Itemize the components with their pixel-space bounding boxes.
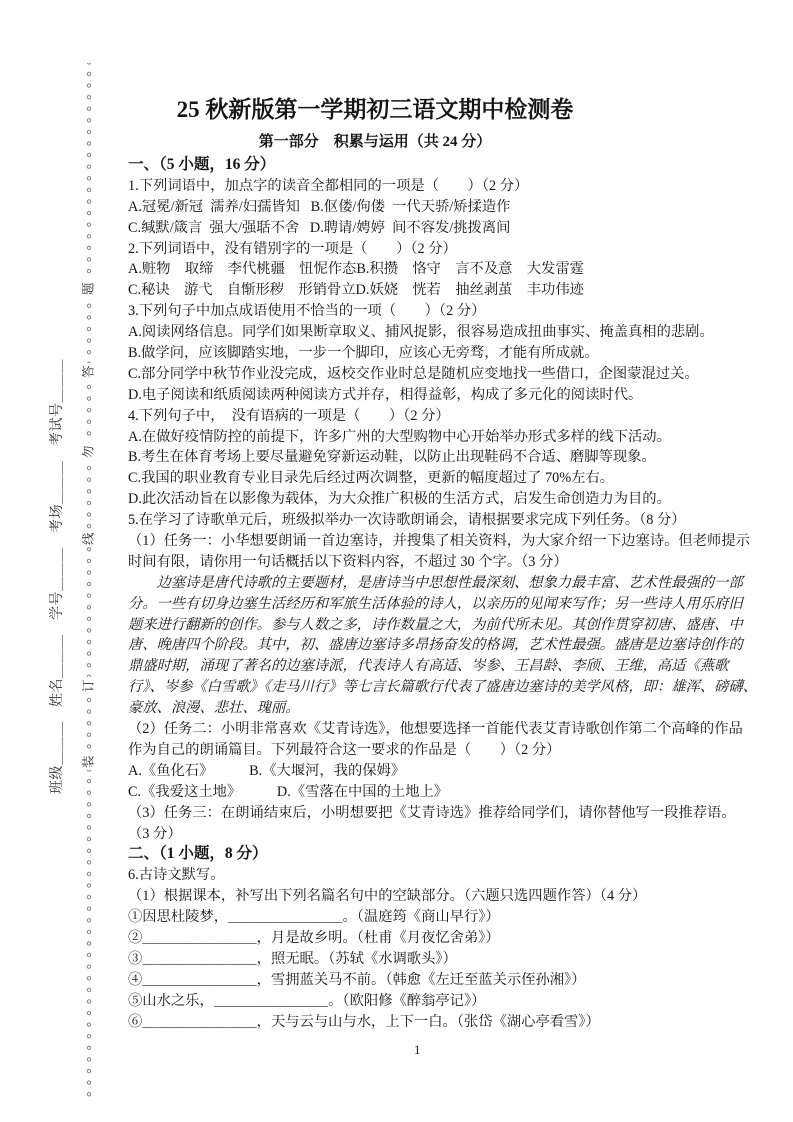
part-one-heading: 第一部分 积累与运用（共 24 分） xyxy=(258,134,492,150)
exam-text-line: C.《我爱这土地》 D.《雪落在中国的土地上》 xyxy=(128,783,449,800)
exam-text-line: 行》、岑参《白雪歌》《走马川行》等七言长篇歌行代表了盛唐边塞诗的美学风格，即：雄浑、磅礴、 xyxy=(128,679,758,696)
exam-text-line: B.做学问，应该脚踏实地，一步一个脚印，应该心无旁骛，才能有所成就。 xyxy=(128,345,599,362)
exam-text-line: ①因思杜陵梦，＿＿＿＿＿＿＿＿。（温庭筠《商山早行》） xyxy=(128,909,500,926)
exam-text-line: ③＿＿＿＿＿＿＿＿，照无眠。（苏轼《水调歌头》） xyxy=(128,950,457,967)
binding-char: 装 xyxy=(81,755,96,768)
exam-text-line: A.冠冕/新冠 濡养/妇孺皆知 B.伛偻/佝偻 一代天骄/矫揉造作 xyxy=(128,198,511,215)
exam-text-line: 1.下列词语中，加点字的读音全都相同的一项是（ ）（2 分） xyxy=(128,177,529,194)
exam-text-line: A.《鱼化石》 B.《大堰河，我的保姆》 xyxy=(128,762,406,779)
exam-text-line: A.赃物 取缔 李代桃疆 忸怩作态B.积攒 恪守 言不及意 大发雷霆 xyxy=(128,261,584,278)
exam-text-line: （2）任务二：小明非常喜欢《艾青诗选》，他想要选择一首能代表艾青诗歌创作第二个高峰的作品 xyxy=(128,721,743,738)
binding-dotted-line xyxy=(81,63,97,1100)
exam-body-lines xyxy=(128,155,768,1032)
exam-text-line: C.缄默/箴言 强大/强聒不舍 D.聘请/娉婷 间不容发/挑拨离间 xyxy=(128,219,511,236)
binding-char: 勿 xyxy=(81,445,96,458)
exam-text-line: D.电子阅读和纸质阅读两种阅读方式并存，相得益彰，构成了多元化的阅读时代。 xyxy=(128,386,643,403)
exam-text-line: ②＿＿＿＿＿＿＿＿，月是故乡明。（杜甫《月夜忆舍弟》） xyxy=(128,929,500,946)
binding-char: 题 xyxy=(81,282,96,295)
exam-text-line: C.我国的职业教育专业目录先后经过两次调整，更新的幅度超过了 70%左右。 xyxy=(128,470,615,487)
exam-text-line: 作为自己的朗诵篇目。下列最符合这一要求的作品是（ ）（2 分） xyxy=(128,741,561,758)
exam-content xyxy=(128,90,768,1032)
student-info-fields: 班级＿＿＿ 姓名＿＿＿ 学号＿＿＿ 考场＿＿＿ 考试号＿＿＿ xyxy=(50,359,65,794)
exam-text-line: 3.下列句子中加点成语使用不恰当的一项（ ）（2 分） xyxy=(128,303,486,320)
exam-text-line: ④＿＿＿＿＿＿＿＿，雪拥蓝关马不前。（韩愈《左迁至蓝关示侄孙湘》） xyxy=(128,971,586,988)
exam-text-line: （1）任务一：小华想要朗诵一首边塞诗，并搜集了相关资料，为大家介绍一下边塞诗。但老师提示 xyxy=(128,533,750,550)
exam-title: 25 秋新版第一学期初三语文期中检测卷 xyxy=(176,97,574,122)
exam-text-line: 边塞诗是唐代诗歌的主要题材，是唐诗当中思想性最深刻、想象力最丰富、艺术性最强的一部 xyxy=(128,574,743,591)
binding-char: 订 xyxy=(81,679,96,692)
exam-text-line: D.此次活动旨在以影像为载体，为大众推广积极的生活方式，启发生命创造力为目的。 xyxy=(128,491,671,508)
exam-text-line: ⑤山水之乐，＿＿＿＿＿＿＿＿。（欧阳修《醉翁亭记》） xyxy=(128,992,486,1009)
exam-text-line: B.考生在体育考场上要尽量避免穿新运动鞋，以防止出现鞋码不合适、磨脚等现象。 xyxy=(128,449,656,466)
exam-text-line: 鼎盛时期，涌现了著名的边塞诗派，代表诗人有高适、岑参、王昌龄、李颀、王维，高适《燕歌 xyxy=(128,658,729,675)
page-number: 1 xyxy=(414,1042,421,1057)
exam-text-line: 5.在学习了诗歌单元后，班级拟举办一次诗歌朗诵会，请根据要求完成下列任务。（8 分） xyxy=(128,512,686,529)
exam-text-line: 2.下列词语中，没有错别字的一项是（ ）（2 分） xyxy=(128,240,457,257)
exam-text-line: 题来进行翻新的创作。参与人数之多，诗作数量之大，为前代所未见。其创作贯穿初唐、盛唐、中 xyxy=(128,616,743,633)
exam-text-line: （1）根据课本，补写出下列名篇名句中的空缺部分。（六题只选四题作答）（4 分） xyxy=(128,888,647,905)
binding-char: 答 xyxy=(81,365,96,378)
exam-text-line: C.部分同学中秋节作业没完成，返校交作业时总是随机应变地找一些借口，企图蒙混过关。 xyxy=(128,365,699,382)
exam-text-line: C.秘诀 游弋 自惭形秽 形销骨立D.妖娆 恍若 抽丝剥茧 丰功伟迹 xyxy=(128,282,584,299)
exam-text-line: （3 分） xyxy=(128,825,182,842)
exam-text-line: 二、（1 小题，8 分） xyxy=(128,845,268,863)
exam-text-line: 豪放、浪漫、悲壮、瑰丽。 xyxy=(128,700,300,717)
exam-text-line: A.在做好疫情防控的前提下，许多广州的大型购物中心开始举办形式多样的线下活动。 xyxy=(128,428,671,445)
exam-text-line: ⑥＿＿＿＿＿＿＿＿，天与云与山与水，上下一白。（张岱《湖心亭看雪》） xyxy=(128,1013,600,1030)
exam-text-line: 6.古诗文默写。 xyxy=(128,867,225,884)
exam-text-line: 4.下列句子中， 没有语病的一项是（ ）（2 分） xyxy=(128,407,450,424)
exam-text-line: （3）任务三：在朗诵结束后，小明想要把《艾青诗选》推荐给同学们，请你替他写一段推荐语。 xyxy=(128,804,736,821)
exam-text-line: 时间有限，请你用一句话概括以下资料内容，不超过 30 个字。（3 分） xyxy=(128,553,568,570)
exam-text-line: 分。一些有切身边塞生活经历和军旅生活体验的诗人，以亲历的见闻来写作；另一些诗人用乐府旧 xyxy=(128,595,743,612)
exam-text-line: A.阅读网络信息。同学们如果断章取义、捕风捉影，很容易造成扭曲事实、掩盖真相的悲剧。 xyxy=(128,324,714,341)
exam-text-line: 唐、晚唐四个阶段。其中，初、盛唐边塞诗多昂扬奋发的格调，艺术性最强。盛唐是边塞诗创作的 xyxy=(128,637,743,654)
binding-char: 线 xyxy=(81,532,96,545)
exam-text-line: 一、（5 小题，16 分） xyxy=(128,156,276,173)
